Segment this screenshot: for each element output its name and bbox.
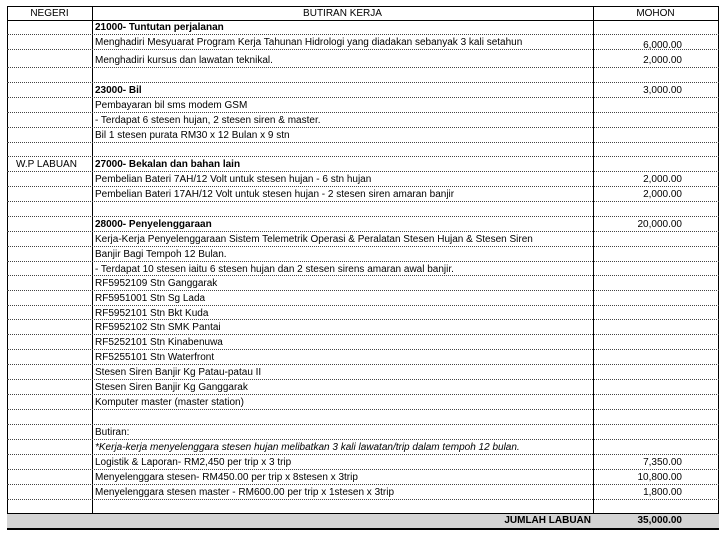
row-separator (7, 379, 719, 380)
row-separator (7, 290, 719, 291)
border-bottom (7, 528, 719, 529)
detail-row: Menyelenggara stesen- RM450.00 per trip x 8stesen x 3trip (95, 472, 358, 483)
amount-cell: 1,800.00 (643, 487, 682, 498)
detail-row: Pembayaran bil sms modem GSM (95, 100, 248, 111)
detail-row: Banjir Bagi Tempoh 12 Bulan. (95, 249, 227, 260)
total-value: 35,000.00 (637, 515, 682, 526)
row-separator (7, 186, 719, 187)
row-separator (7, 261, 719, 262)
row-separator (7, 349, 719, 350)
detail-row: 28000- Penyelenggaraan (95, 219, 212, 230)
row-separator (7, 112, 719, 113)
detail-row: Bil 1 stesen purata RM30 x 12 Bulan x 9 stn (95, 130, 290, 141)
detail-row: RF5252101 Stn Kinabenuwa (95, 337, 223, 348)
row-separator (7, 409, 719, 410)
row-separator (7, 156, 719, 157)
amount-cell: 2,000.00 (643, 55, 682, 66)
amount-cell: 2,000.00 (643, 174, 682, 185)
column-divider-1 (92, 6, 93, 528)
detail-row: RF5952102 Stn SMK Pantai (95, 322, 221, 333)
detail-row: Menghadiri kursus dan lawatan teknikal. (95, 55, 273, 66)
detail-row: Menyelenggara stesen master - RM600.00 per trip x 1stesen x 3trip (95, 487, 395, 498)
row-separator (7, 499, 719, 500)
row-separator (7, 127, 719, 128)
row-separator (7, 424, 719, 425)
amount-cell: 3,000.00 (643, 85, 682, 96)
row-separator (7, 319, 719, 320)
detail-row: Kerja-Kerja Penyelenggaraan Sistem Telemetrik Operasi & Peralatan Stesen Hujan & Stesen Siren (95, 234, 533, 245)
detail-row: Stesen Siren Banjir Kg Ganggarak (95, 382, 248, 393)
row-separator (7, 34, 719, 35)
row-separator (7, 439, 719, 440)
detail-row: RF5951001 Stn Sg Lada (95, 293, 206, 304)
detail-row: 23000- Bil (95, 85, 142, 96)
amount-cell: 20,000.00 (637, 219, 682, 230)
detail-row: RF5255101 Stn Waterfront (95, 352, 215, 363)
amount-cell: 10,800.00 (637, 472, 682, 483)
detail-row: Butiran: (95, 427, 130, 438)
detail-row: Stesen Siren Banjir Kg Patau-patau II (95, 367, 262, 378)
detail-row: Pembelian Bateri 17AH/12 Volt untuk stesen hujan - 2 stesen siren amaran banjir (95, 189, 455, 200)
row-separator (7, 484, 719, 485)
row-separator (7, 275, 719, 276)
detail-row: Menghadiri Mesyuarat Program Kerja Tahunan Hidrologi yang diadakan sebanyak 3 kali setahun (95, 37, 523, 48)
border-right (718, 6, 719, 528)
row-separator (7, 469, 719, 470)
row-separator (7, 454, 719, 455)
detail-row: Logistik & Laporan- RM2,450 per trip x 3 trip (95, 457, 292, 468)
header-butiran-kerja: BUTIRAN KERJA (303, 8, 382, 19)
row-separator (7, 394, 719, 395)
row-separator (7, 97, 719, 98)
row-separator (7, 82, 719, 83)
row-separator (7, 364, 719, 365)
row-separator (7, 216, 719, 217)
header-mohon: MOHON (636, 8, 675, 19)
amount-cell: 7,350.00 (643, 457, 682, 468)
row-separator (7, 305, 719, 306)
detail-row: *Kerja-kerja menyelenggara stesen hujan melibatkan 3 kali lawatan/trip dalam tempoh 12 bulan. (95, 442, 520, 453)
detail-row: 27000- Bekalan dan bahan lain (95, 159, 241, 170)
amount-cell: 2,000.00 (643, 189, 682, 200)
detail-row: - Terdapat 10 stesen iaitu 6 stesen hujan dan 2 stesen sirens amaran awal banjir. (95, 264, 454, 275)
amount-cell: 6,000.00 (643, 40, 682, 51)
detail-row: Pembelian Bateri 7AH/12 Volt untuk stesen hujan - 6 stn hujan (95, 174, 372, 185)
row-separator (7, 49, 719, 50)
detail-row: - Terdapat 6 stesen hujan, 2 stesen siren & master. (95, 115, 321, 126)
detail-row: RF5952109 Stn Ganggarak (95, 278, 218, 289)
row-separator (7, 142, 719, 143)
header-negeri: NEGERI (30, 8, 69, 19)
row-separator (7, 246, 719, 247)
row-separator (7, 171, 719, 172)
total-label: JUMLAH LABUAN (504, 515, 591, 526)
detail-row: Komputer master (master station) (95, 397, 244, 408)
row-separator (7, 67, 719, 68)
row-separator (7, 334, 719, 335)
row-separator (7, 201, 719, 202)
detail-row: RF5952101 Stn Bkt Kuda (95, 308, 209, 319)
negeri-value: W.P LABUAN (16, 159, 77, 170)
row-separator (7, 231, 719, 232)
border-left (7, 6, 8, 528)
detail-row: 21000- Tuntutan perjalanan (95, 22, 224, 33)
